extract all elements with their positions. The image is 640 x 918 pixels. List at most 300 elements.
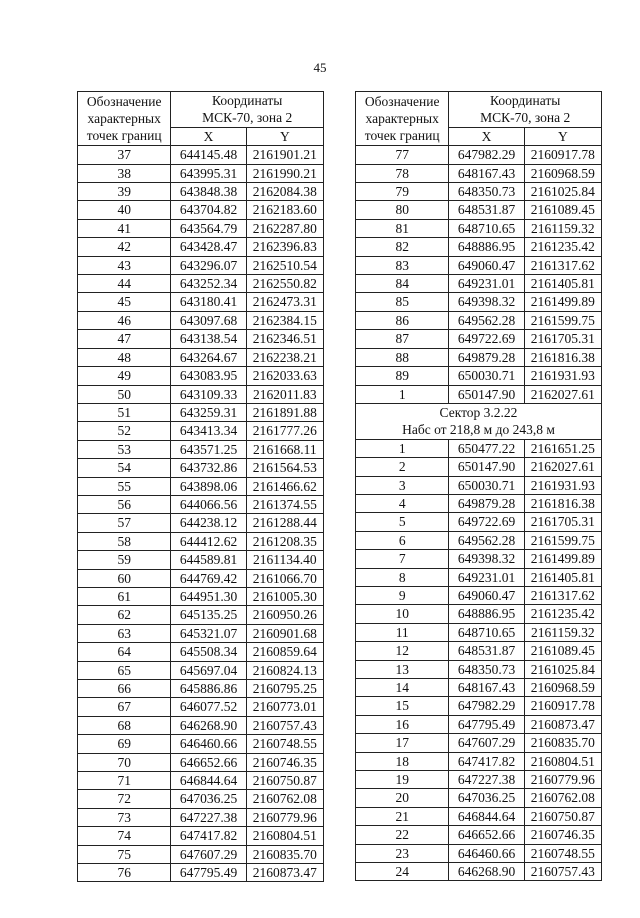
point-number: 57	[78, 514, 171, 532]
x-coordinate: 649562.28	[449, 311, 524, 329]
coordinate-system-header: МСК-70, зона 2	[171, 109, 324, 127]
y-coordinate: 2162473.31	[246, 293, 323, 311]
y-coordinate: 2161089.45	[524, 642, 601, 660]
coordinates-table-right	[355, 91, 602, 881]
x-coordinate: 648350.73	[449, 660, 524, 678]
x-column-header: X	[171, 127, 246, 145]
point-number: 7	[356, 550, 449, 568]
x-coordinate: 650147.90	[449, 458, 524, 476]
x-coordinate: 647982.29	[449, 697, 524, 715]
y-column-header: Y	[246, 127, 323, 145]
table-row	[78, 293, 324, 311]
table-row	[356, 476, 602, 494]
x-coordinate: 649398.32	[449, 550, 524, 568]
x-coordinate: 644145.48	[171, 146, 246, 164]
y-coordinate: 2160901.68	[246, 624, 323, 642]
point-number: 23	[356, 844, 449, 862]
x-coordinate: 643732.86	[171, 459, 246, 477]
y-coordinate: 2161317.62	[524, 256, 601, 274]
x-coordinate: 646652.66	[449, 826, 524, 844]
x-coordinate: 643704.82	[171, 201, 246, 219]
table-row	[78, 753, 324, 771]
table-row	[78, 348, 324, 366]
x-coordinate: 643180.41	[171, 293, 246, 311]
x-coordinate: 648167.43	[449, 164, 524, 182]
point-number: 3	[356, 476, 449, 494]
point-number: 85	[356, 293, 449, 311]
y-coordinate: 2160917.78	[524, 146, 601, 164]
table-header	[78, 92, 324, 146]
point-number: 8	[356, 568, 449, 586]
x-coordinate: 645135.25	[171, 606, 246, 624]
x-coordinate: 647795.49	[449, 715, 524, 733]
x-coordinate: 643898.06	[171, 477, 246, 495]
coordinates-header: Координаты	[449, 92, 602, 110]
x-coordinate: 643252.34	[171, 275, 246, 293]
table-row	[356, 183, 602, 201]
table-row	[78, 146, 324, 164]
table-header	[356, 92, 602, 146]
y-coordinate: 2161668.11	[246, 440, 323, 458]
y-coordinate: 2161374.55	[246, 495, 323, 513]
table-row	[356, 826, 602, 844]
point-number: 9	[356, 586, 449, 604]
table-row	[356, 789, 602, 807]
table-row	[356, 844, 602, 862]
table-row	[78, 808, 324, 826]
table-row	[356, 660, 602, 678]
table-row	[78, 845, 324, 863]
point-number: 60	[78, 569, 171, 587]
x-coordinate: 646460.66	[449, 844, 524, 862]
point-number: 18	[356, 752, 449, 770]
table-row	[78, 459, 324, 477]
point-number: 64	[78, 643, 171, 661]
point-number: 58	[78, 532, 171, 550]
point-number: 24	[356, 863, 449, 881]
y-coordinate: 2161405.81	[524, 275, 601, 293]
point-number: 88	[356, 348, 449, 366]
table-row	[78, 330, 324, 348]
x-coordinate: 649722.69	[449, 513, 524, 531]
table-row	[78, 716, 324, 734]
point-number: 72	[78, 790, 171, 808]
y-coordinate: 2162027.61	[524, 385, 601, 403]
y-coordinate: 2161901.21	[246, 146, 323, 164]
y-coordinate: 2160795.25	[246, 680, 323, 698]
point-number: 22	[356, 826, 449, 844]
y-coordinate: 2162550.82	[246, 275, 323, 293]
y-coordinate: 2161317.62	[524, 586, 601, 604]
point-number: 77	[356, 146, 449, 164]
table-row	[78, 864, 324, 882]
table-row	[78, 624, 324, 642]
table-row	[356, 238, 602, 256]
point-number: 61	[78, 587, 171, 605]
x-column-header: X	[449, 127, 524, 145]
table-row	[356, 219, 602, 237]
x-coordinate: 644238.12	[171, 514, 246, 532]
point-number: 81	[356, 219, 449, 237]
y-coordinate: 2161405.81	[524, 568, 601, 586]
x-coordinate: 648886.95	[449, 238, 524, 256]
y-coordinate: 2160746.35	[524, 826, 601, 844]
table-row	[78, 495, 324, 513]
point-number: 37	[78, 146, 171, 164]
table-row	[78, 238, 324, 256]
x-coordinate: 644589.81	[171, 551, 246, 569]
y-coordinate: 2162011.83	[246, 385, 323, 403]
y-coordinate: 2160804.51	[524, 752, 601, 770]
point-number: 40	[78, 201, 171, 219]
y-coordinate: 2161466.62	[246, 477, 323, 495]
x-coordinate: 645886.86	[171, 680, 246, 698]
point-number: 45	[78, 293, 171, 311]
table-row	[356, 605, 602, 623]
table-row	[356, 311, 602, 329]
y-coordinate: 2161288.44	[246, 514, 323, 532]
table-row	[356, 164, 602, 182]
x-coordinate: 643564.79	[171, 219, 246, 237]
x-coordinate: 647227.38	[171, 808, 246, 826]
table-row	[356, 367, 602, 385]
y-coordinate: 2161499.89	[524, 550, 601, 568]
y-coordinate: 2161159.32	[524, 219, 601, 237]
y-coordinate: 2161159.32	[524, 623, 601, 641]
y-coordinate: 2162033.63	[246, 367, 323, 385]
y-coordinate: 2160873.47	[524, 715, 601, 733]
table-row	[356, 586, 602, 604]
x-coordinate: 649231.01	[449, 568, 524, 586]
y-coordinate: 2160835.70	[246, 845, 323, 863]
y-coordinate: 2162084.38	[246, 183, 323, 201]
table-body	[356, 439, 602, 881]
point-label-header	[356, 92, 449, 146]
point-number: 76	[78, 864, 171, 882]
table-body	[78, 146, 324, 882]
point-number: 38	[78, 164, 171, 182]
y-coordinate: 2161990.21	[246, 164, 323, 182]
x-coordinate: 646460.66	[171, 735, 246, 753]
table-row	[356, 275, 602, 293]
y-coordinate: 2162183.60	[246, 201, 323, 219]
table-row	[356, 385, 602, 403]
table-row	[78, 256, 324, 274]
x-coordinate: 647036.25	[449, 789, 524, 807]
point-number: 68	[78, 716, 171, 734]
point-number: 87	[356, 330, 449, 348]
y-coordinate: 2162346.51	[246, 330, 323, 348]
x-coordinate: 646268.90	[171, 716, 246, 734]
x-coordinate: 643848.38	[171, 183, 246, 201]
header-label-line2: характерных	[365, 110, 439, 126]
y-coordinate: 2160748.55	[246, 735, 323, 753]
x-coordinate: 647036.25	[171, 790, 246, 808]
x-coordinate: 648350.73	[449, 183, 524, 201]
point-number: 15	[356, 697, 449, 715]
point-number: 10	[356, 605, 449, 623]
table-row	[78, 275, 324, 293]
table-row	[356, 642, 602, 660]
y-coordinate: 2161816.38	[524, 348, 601, 366]
table-row	[78, 587, 324, 605]
header-label-line1: Обозначение	[364, 93, 440, 109]
table-row	[356, 807, 602, 825]
x-coordinate: 650147.90	[449, 385, 524, 403]
point-number: 2	[356, 458, 449, 476]
table-row	[78, 422, 324, 440]
point-number: 75	[78, 845, 171, 863]
table-row	[356, 458, 602, 476]
x-coordinate: 643571.25	[171, 440, 246, 458]
x-coordinate: 649562.28	[449, 531, 524, 549]
point-number: 12	[356, 642, 449, 660]
point-number: 44	[78, 275, 171, 293]
table-row	[78, 532, 324, 550]
x-coordinate: 647607.29	[171, 845, 246, 863]
y-column-header: Y	[524, 127, 601, 145]
table-row	[78, 772, 324, 790]
coordinates-header: Координаты	[171, 92, 324, 110]
table-row	[78, 201, 324, 219]
x-coordinate: 646268.90	[449, 863, 524, 881]
y-coordinate: 2160835.70	[524, 734, 601, 752]
y-coordinate: 2161089.45	[524, 201, 601, 219]
point-number: 84	[356, 275, 449, 293]
y-coordinate: 2160750.87	[246, 772, 323, 790]
table-row	[356, 330, 602, 348]
point-number: 17	[356, 734, 449, 752]
y-coordinate: 2160757.43	[524, 863, 601, 881]
x-coordinate: 647417.82	[449, 752, 524, 770]
point-number: 21	[356, 807, 449, 825]
y-coordinate: 2162287.80	[246, 219, 323, 237]
point-number: 49	[78, 367, 171, 385]
x-coordinate: 648531.87	[449, 201, 524, 219]
table-row	[78, 311, 324, 329]
y-coordinate: 2161235.42	[524, 238, 601, 256]
sector-title: Сектор 3.2.22	[356, 403, 602, 421]
y-coordinate: 2160757.43	[246, 716, 323, 734]
point-number: 65	[78, 661, 171, 679]
point-number: 73	[78, 808, 171, 826]
table-row	[356, 494, 602, 512]
point-number: 66	[78, 680, 171, 698]
y-coordinate: 2161705.31	[524, 513, 601, 531]
table-row	[78, 569, 324, 587]
point-number: 62	[78, 606, 171, 624]
table-row	[78, 164, 324, 182]
x-coordinate: 643264.67	[171, 348, 246, 366]
y-coordinate: 2161134.40	[246, 551, 323, 569]
table-row	[78, 551, 324, 569]
x-coordinate: 646077.52	[171, 698, 246, 716]
table-row	[78, 790, 324, 808]
point-number: 47	[78, 330, 171, 348]
y-coordinate: 2161599.75	[524, 531, 601, 549]
point-number: 13	[356, 660, 449, 678]
point-number: 86	[356, 311, 449, 329]
table-row	[356, 734, 602, 752]
table-row	[78, 606, 324, 624]
x-coordinate: 643428.47	[171, 238, 246, 256]
x-coordinate: 644769.42	[171, 569, 246, 587]
table-row	[356, 256, 602, 274]
header-label-line1: Обозначение	[86, 93, 162, 109]
x-coordinate: 648710.65	[449, 623, 524, 641]
point-number: 71	[78, 772, 171, 790]
table-row	[78, 183, 324, 201]
point-number: 5	[356, 513, 449, 531]
x-coordinate: 644412.62	[171, 532, 246, 550]
y-coordinate: 2160968.59	[524, 164, 601, 182]
point-number: 48	[78, 348, 171, 366]
x-coordinate: 644951.30	[171, 587, 246, 605]
point-number: 50	[78, 385, 171, 403]
table-row	[356, 679, 602, 697]
x-coordinate: 650030.71	[449, 367, 524, 385]
y-coordinate: 2161005.30	[246, 587, 323, 605]
y-coordinate: 2162027.61	[524, 458, 601, 476]
y-coordinate: 2161025.84	[524, 183, 601, 201]
point-number: 53	[78, 440, 171, 458]
table-row	[356, 715, 602, 733]
x-coordinate: 648710.65	[449, 219, 524, 237]
table-row	[78, 661, 324, 679]
point-number: 54	[78, 459, 171, 477]
x-coordinate: 648531.87	[449, 642, 524, 660]
y-coordinate: 2161025.84	[524, 660, 601, 678]
point-number: 74	[78, 827, 171, 845]
header-label-line2: характерных	[87, 110, 161, 126]
y-coordinate: 2160968.59	[524, 679, 601, 697]
point-number: 70	[78, 753, 171, 771]
table-row	[78, 698, 324, 716]
point-number: 1	[356, 385, 449, 403]
y-coordinate: 2160873.47	[246, 864, 323, 882]
point-number: 20	[356, 789, 449, 807]
x-coordinate: 643138.54	[171, 330, 246, 348]
table-row	[356, 293, 602, 311]
point-number: 19	[356, 771, 449, 789]
y-coordinate: 2161651.25	[524, 439, 601, 457]
header-label-line3: точек границ	[364, 128, 440, 144]
x-coordinate: 649231.01	[449, 275, 524, 293]
x-coordinate: 647227.38	[449, 771, 524, 789]
y-coordinate: 2161599.75	[524, 311, 601, 329]
y-coordinate: 2161777.26	[246, 422, 323, 440]
x-coordinate: 643296.07	[171, 256, 246, 274]
point-number: 83	[356, 256, 449, 274]
x-coordinate: 646652.66	[171, 753, 246, 771]
point-number: 14	[356, 679, 449, 697]
y-coordinate: 2160824.13	[246, 661, 323, 679]
y-coordinate: 2161564.53	[246, 459, 323, 477]
coordinate-system-header: МСК-70, зона 2	[449, 109, 602, 127]
table-row	[78, 827, 324, 845]
table-row	[78, 514, 324, 532]
y-coordinate: 2160748.55	[524, 844, 601, 862]
x-coordinate: 643413.34	[171, 422, 246, 440]
table-row	[356, 531, 602, 549]
x-coordinate: 643995.31	[171, 164, 246, 182]
x-coordinate: 647982.29	[449, 146, 524, 164]
y-coordinate: 2162396.83	[246, 238, 323, 256]
table-row	[356, 863, 602, 881]
x-coordinate: 645508.34	[171, 643, 246, 661]
table-row	[78, 367, 324, 385]
y-coordinate: 2160746.35	[246, 753, 323, 771]
point-number: 11	[356, 623, 449, 641]
y-coordinate: 2160773.01	[246, 698, 323, 716]
y-coordinate: 2160950.26	[246, 606, 323, 624]
x-coordinate: 649879.28	[449, 494, 524, 512]
y-coordinate: 2161931.93	[524, 476, 601, 494]
table-row	[356, 568, 602, 586]
x-coordinate: 644066.56	[171, 495, 246, 513]
x-coordinate: 646844.64	[449, 807, 524, 825]
x-coordinate: 649060.47	[449, 256, 524, 274]
x-coordinate: 643259.31	[171, 403, 246, 421]
y-coordinate: 2161208.35	[246, 532, 323, 550]
x-coordinate: 647607.29	[449, 734, 524, 752]
point-number: 80	[356, 201, 449, 219]
point-number: 6	[356, 531, 449, 549]
sector-heading	[356, 403, 602, 439]
x-coordinate: 650477.22	[449, 439, 524, 457]
y-coordinate: 2161816.38	[524, 494, 601, 512]
y-coordinate: 2161931.93	[524, 367, 601, 385]
sector-subtitle: Набс от 218,8 м до 243,8 м	[356, 421, 602, 439]
table-row	[78, 735, 324, 753]
point-number: 51	[78, 403, 171, 421]
y-coordinate: 2160804.51	[246, 827, 323, 845]
point-number: 42	[78, 238, 171, 256]
y-coordinate: 2162384.15	[246, 311, 323, 329]
point-number: 46	[78, 311, 171, 329]
table-row	[356, 771, 602, 789]
y-coordinate: 2160859.64	[246, 643, 323, 661]
table-row	[356, 623, 602, 641]
x-coordinate: 649879.28	[449, 348, 524, 366]
point-label-header	[78, 92, 171, 146]
x-coordinate: 649060.47	[449, 586, 524, 604]
point-number: 39	[78, 183, 171, 201]
x-coordinate: 649398.32	[449, 293, 524, 311]
point-number: 82	[356, 238, 449, 256]
point-number: 69	[78, 735, 171, 753]
table-row	[356, 439, 602, 457]
x-coordinate: 643097.68	[171, 311, 246, 329]
x-coordinate: 646844.64	[171, 772, 246, 790]
point-number: 63	[78, 624, 171, 642]
table-body	[356, 146, 602, 404]
table-row	[78, 219, 324, 237]
y-coordinate: 2161705.31	[524, 330, 601, 348]
y-coordinate: 2162238.21	[246, 348, 323, 366]
table-row	[356, 550, 602, 568]
point-number: 89	[356, 367, 449, 385]
y-coordinate: 2160917.78	[524, 697, 601, 715]
x-coordinate: 648886.95	[449, 605, 524, 623]
page-number: 45	[313, 60, 327, 75]
point-number: 43	[78, 256, 171, 274]
coordinates-table-left	[77, 91, 324, 882]
y-coordinate: 2161066.70	[246, 569, 323, 587]
point-number: 41	[78, 219, 171, 237]
table-row	[356, 513, 602, 531]
y-coordinate: 2161235.42	[524, 605, 601, 623]
